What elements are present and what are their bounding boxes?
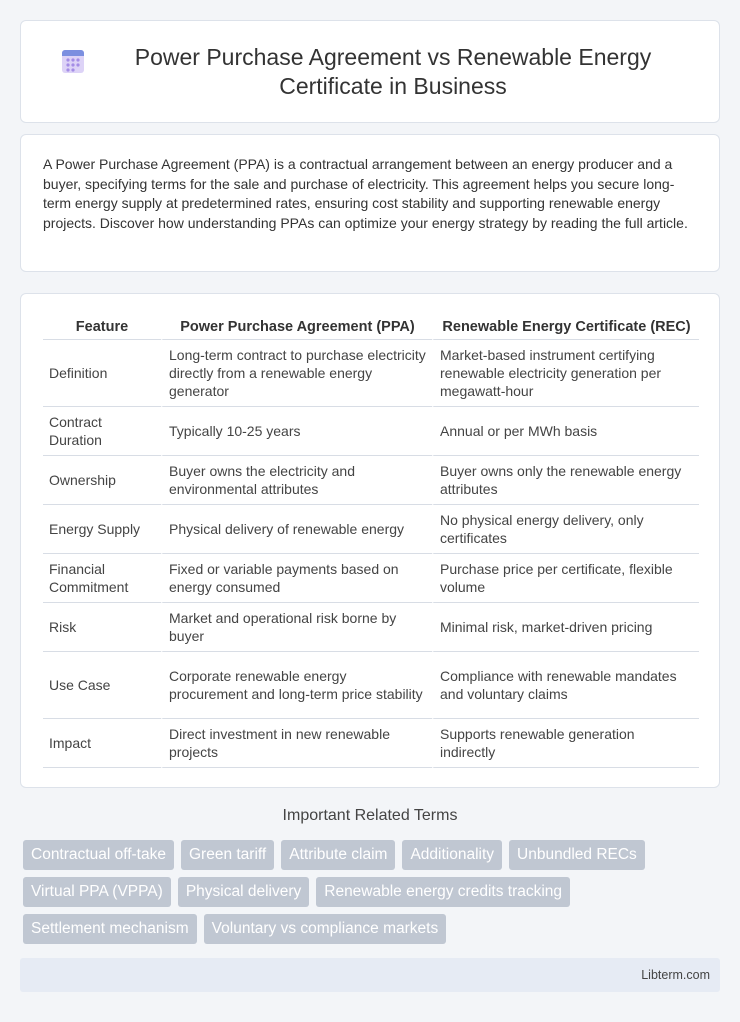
comparison-table bbox=[43, 314, 699, 768]
related-terms-title: Important Related Terms bbox=[282, 807, 458, 824]
ppa-cell: Fixed or variable payments based on energy consumed bbox=[161, 554, 432, 603]
feature-cell: Contract Duration bbox=[43, 407, 161, 456]
footer-brand-link[interactable]: Libterm.com bbox=[641, 968, 710, 982]
tag-contractual-off-take[interactable]: Contractual off-take bbox=[23, 840, 174, 870]
rec-cell: Annual or per MWh basis bbox=[432, 407, 699, 456]
tag-virtual-ppa[interactable]: Virtual PPA (VPPA) bbox=[23, 877, 171, 907]
tag-green-tariff[interactable]: Green tariff bbox=[181, 840, 274, 870]
ppa-cell: Corporate renewable energy procurement and long-term price stability bbox=[161, 652, 432, 719]
ppa-cell: Direct investment in new renewable projects bbox=[161, 719, 432, 768]
footer bbox=[20, 958, 720, 992]
ppa-cell: Physical delivery of renewable energy bbox=[161, 505, 432, 554]
intro-card bbox=[20, 134, 720, 272]
comparison-card bbox=[20, 293, 720, 788]
header-feature: Feature bbox=[43, 314, 161, 340]
table-row bbox=[43, 340, 699, 407]
table-row bbox=[43, 407, 699, 456]
table-row bbox=[43, 603, 699, 652]
table-header-row bbox=[43, 314, 699, 340]
header-ppa: Power Purchase Agreement (PPA) bbox=[161, 314, 432, 340]
tag-rec-tracking[interactable]: Renewable energy credits tracking bbox=[316, 877, 570, 907]
rec-cell: Compliance with renewable mandates and voluntary claims bbox=[432, 652, 699, 719]
feature-cell: Ownership bbox=[43, 456, 161, 505]
table-row bbox=[43, 719, 699, 768]
feature-cell: Impact bbox=[43, 719, 161, 768]
tag-settlement-mechanism[interactable]: Settlement mechanism bbox=[23, 914, 197, 944]
related-terms-list bbox=[23, 840, 703, 944]
ppa-cell: Typically 10-25 years bbox=[161, 407, 432, 456]
table-row bbox=[43, 652, 699, 719]
ppa-cell: Buyer owns the electricity and environmental attributes bbox=[161, 456, 432, 505]
tag-unbundled-recs[interactable]: Unbundled RECs bbox=[509, 840, 645, 870]
calendar-grid-icon bbox=[61, 48, 85, 74]
feature-cell: Financial Commitment bbox=[43, 554, 161, 603]
feature-cell: Risk bbox=[43, 603, 161, 652]
tag-additionality[interactable]: Additionality bbox=[402, 840, 502, 870]
title-wrap bbox=[21, 43, 719, 101]
rec-cell: No physical energy delivery, only certificates bbox=[432, 505, 699, 554]
tag-physical-delivery[interactable]: Physical delivery bbox=[178, 877, 309, 907]
tag-voluntary-vs-compliance[interactable]: Voluntary vs compliance markets bbox=[204, 914, 447, 944]
rec-cell: Market-based instrument certifying renewable electricity generation per megawatt-hour bbox=[432, 340, 699, 407]
page-title: Power Purchase Agreement vs Renewable Energy Certificate in Business bbox=[134, 43, 652, 99]
rec-cell: Supports renewable generation indirectly bbox=[432, 719, 699, 768]
rec-cell: Buyer owns only the renewable energy attributes bbox=[432, 456, 699, 505]
rec-cell: Minimal risk, market-driven pricing bbox=[432, 603, 699, 652]
rec-cell: Purchase price per certificate, flexible volume bbox=[432, 554, 699, 603]
tag-attribute-claim[interactable]: Attribute claim bbox=[281, 840, 395, 870]
header-rec: Renewable Energy Certificate (REC) bbox=[432, 314, 699, 340]
intro-text: A Power Purchase Agreement (PPA) is a contractual arrangement between an energy producer and a buyer, specifying terms for the sale and purchase of electricity. This agreement helps you secure long-term energy supply at predetermined rates, ensuring cost stability and supporting renewable energy projects. Discover how understanding PPAs can optimize your energy strategy by reading the full article. bbox=[43, 156, 688, 231]
title-card bbox=[20, 20, 720, 123]
feature-cell: Definition bbox=[43, 340, 161, 407]
ppa-cell: Market and operational risk borne by buyer bbox=[161, 603, 432, 652]
ppa-cell: Long-term contract to purchase electricity directly from a renewable energy generator bbox=[161, 340, 432, 407]
table-row bbox=[43, 554, 699, 603]
feature-cell: Use Case bbox=[43, 652, 161, 719]
table-row bbox=[43, 505, 699, 554]
feature-cell: Energy Supply bbox=[43, 505, 161, 554]
table-row bbox=[43, 456, 699, 505]
